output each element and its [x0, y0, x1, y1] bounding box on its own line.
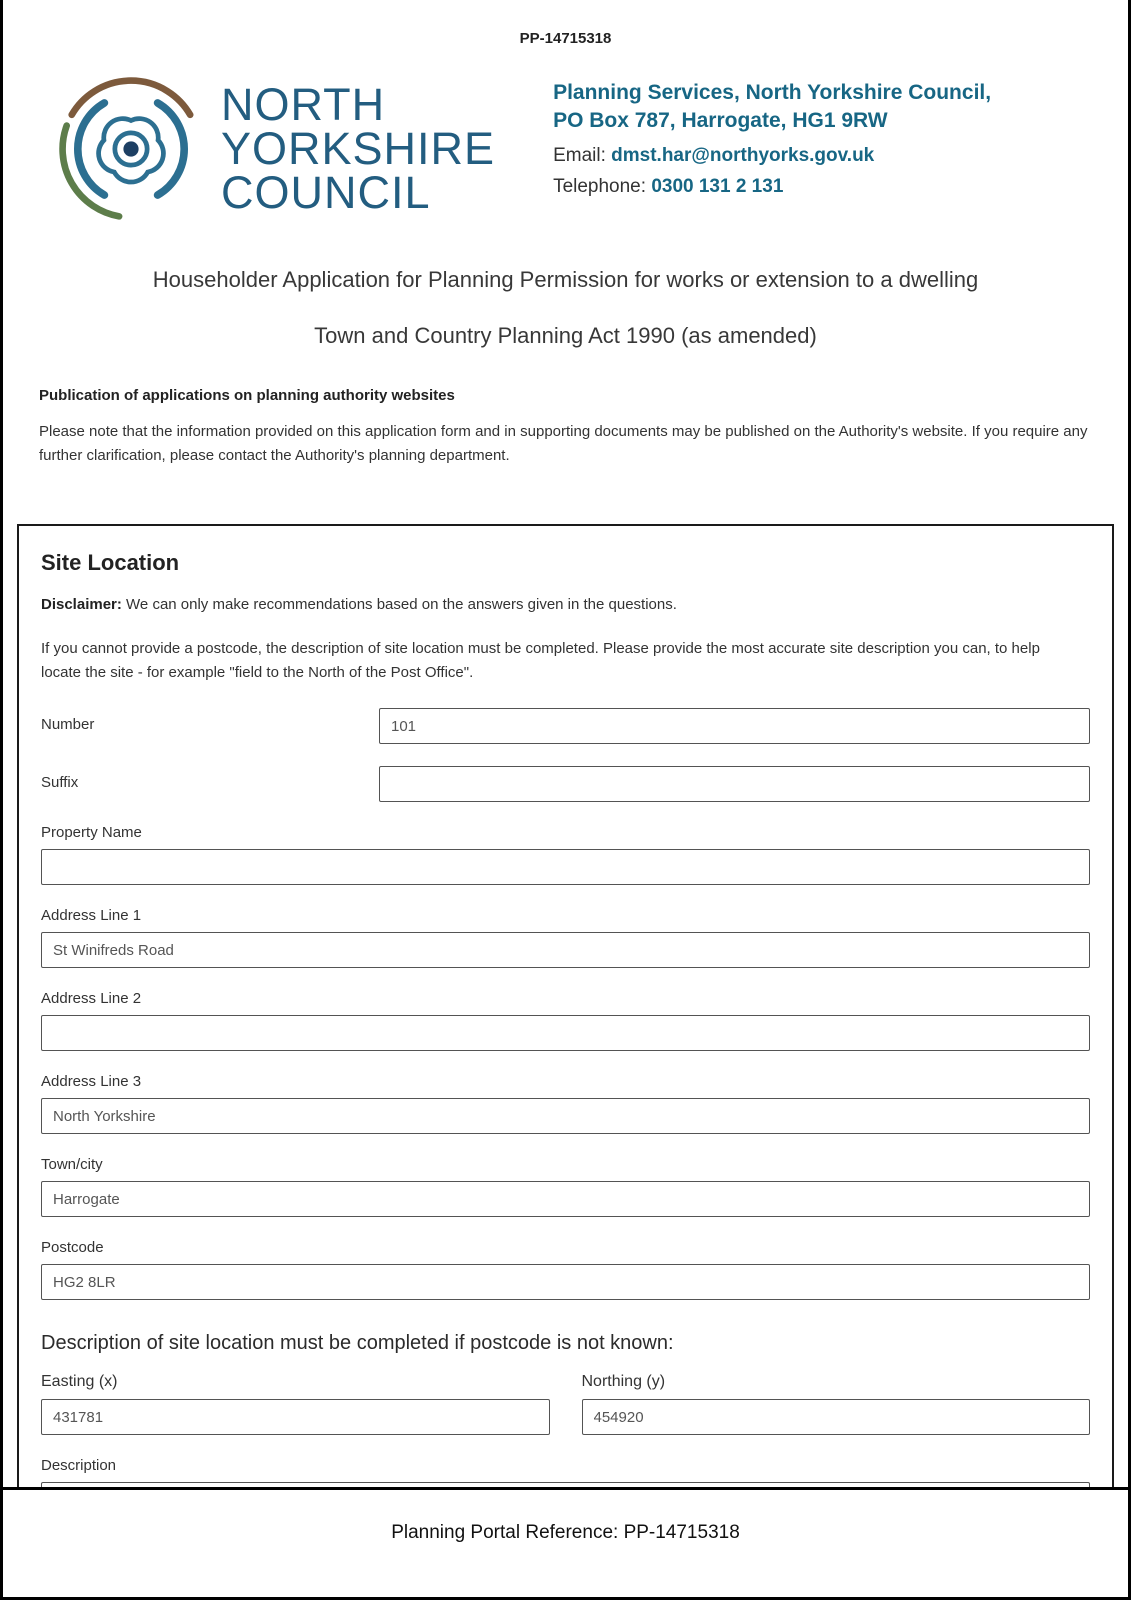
council-rose-icon	[55, 73, 207, 225]
number-label: Number	[41, 716, 95, 733]
suffix-input[interactable]	[379, 766, 1090, 802]
easting-label: Easting (x)	[41, 1373, 118, 1390]
postcode-input[interactable]	[41, 1264, 1090, 1300]
email-link[interactable]: dmst.har@northyorks.gov.uk	[611, 144, 875, 166]
northing-label: Northing (y)	[581, 1373, 666, 1390]
address-line-3-label: Address Line 3	[41, 1073, 142, 1090]
field-property-name	[41, 824, 1090, 885]
field-address-line-1	[41, 907, 1090, 968]
address-line-2-label: Address Line 2	[41, 990, 142, 1007]
form-subtitle: Town and Country Planning Act 1990 (as amended)	[314, 323, 817, 348]
number-input[interactable]	[379, 708, 1090, 744]
coordinates-row	[41, 1373, 1090, 1435]
disclaimer-text: We can only make recommendations based on the answers given in the questions.	[121, 596, 677, 613]
publication-heading: Publication of applications on planning authority websites	[39, 387, 455, 404]
site-location-intro: If you cannot provide a postcode, the description of site location must be completed. Please provide the most accurate site description you can, to help locate the site - for example "field to the North of the Post Office".	[41, 639, 1040, 682]
disclaimer	[41, 594, 1090, 617]
address-line-3-input[interactable]	[41, 1098, 1090, 1134]
town-city-input[interactable]	[41, 1181, 1090, 1217]
postcode-label: Postcode	[41, 1239, 104, 1256]
email-label: Email:	[553, 144, 612, 166]
site-location-section	[17, 524, 1114, 1487]
property-name-label: Property Name	[41, 824, 142, 841]
contact-address-line-2: PO Box 787, Harrogate, HG1 9RW	[553, 109, 888, 133]
address-line-1-input[interactable]	[41, 932, 1090, 968]
address-line-2-input[interactable]	[41, 1015, 1090, 1051]
suffix-label: Suffix	[41, 774, 79, 791]
contact-block	[553, 73, 991, 198]
publication-body: Please note that the information provided on this application form and in supporting documents may be published on the Authority's website. If you require any further clarification, please contact the Authority's planning department.	[39, 423, 1088, 464]
field-address-line-2	[41, 990, 1090, 1051]
description-label: Description	[41, 1457, 117, 1474]
contact-email-line	[553, 145, 991, 167]
field-northing	[582, 1373, 1091, 1435]
field-row-number	[41, 708, 1090, 744]
header	[3, 73, 1128, 225]
field-description	[41, 1457, 1090, 1487]
telephone-label: Telephone:	[553, 175, 652, 197]
town-city-label: Town/city	[41, 1156, 103, 1173]
contact-address-line-1: Planning Services, North Yorkshire Council,	[553, 81, 992, 104]
disclaimer-label: Disclaimer:	[41, 596, 122, 613]
application-reference: PP-14715318	[519, 30, 612, 47]
portal-reference: Planning Portal Reference: PP-14715318	[391, 1522, 740, 1543]
contact-telephone-line	[553, 176, 991, 198]
northing-input[interactable]	[582, 1399, 1091, 1435]
wordmark-line-2: YORKSHIRE	[221, 122, 496, 174]
page-content	[3, 0, 1128, 1487]
address-line-1-label: Address Line 1	[41, 907, 142, 924]
description-requirement-heading: Description of site location must be completed if postcode is not known:	[41, 1332, 674, 1354]
field-town-city	[41, 1156, 1090, 1217]
page-footer	[3, 1487, 1128, 1597]
field-postcode	[41, 1239, 1090, 1300]
field-row-suffix	[41, 766, 1090, 802]
wordmark-line-3: COUNCIL	[221, 167, 431, 219]
property-name-input[interactable]	[41, 849, 1090, 885]
easting-input[interactable]	[41, 1399, 550, 1435]
council-wordmark	[221, 78, 496, 219]
site-location-heading: Site Location	[41, 550, 180, 575]
field-address-line-3	[41, 1073, 1090, 1134]
telephone-number: 0300 131 2 131	[651, 175, 784, 197]
council-logo	[55, 73, 495, 225]
wordmark-line-1: NORTH	[221, 78, 386, 130]
form-title: Householder Application for Planning Permission for works or extension to a dwelling	[152, 267, 979, 292]
field-easting	[41, 1373, 550, 1435]
